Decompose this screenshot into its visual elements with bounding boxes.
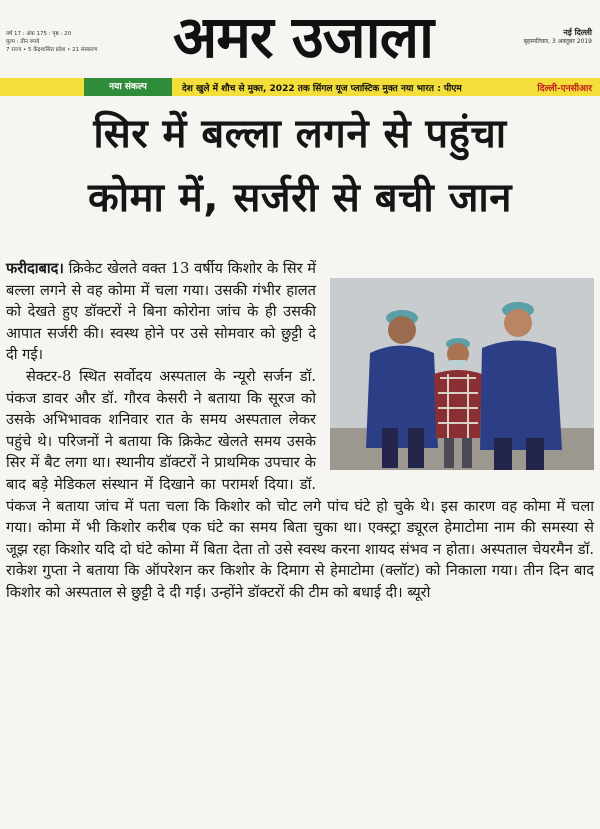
volume-line: वर्ष 17 : अंक 175 : पृष्ठ : 20: [6, 31, 72, 37]
dateline-box: [492, 28, 592, 46]
price-line: मूल्य : तीन रुपये: [6, 39, 40, 45]
masthead: [0, 0, 600, 76]
article-paragraph-1: क्रिकेट खेलते वक्त 13 वर्षीय किशोर के सिर में बल्ला लगने से वह कोमा में चला गया। उसकी गंभीर हालत को देखते हुए डॉक्टरों ने बिना कोरोना जांच के ही उसकी आपात सर्जरी की। स्वस्थ होने पर उसे सोमवार को छुट्टी दे दी गई।: [6, 260, 316, 364]
strip-news: देश खुले में शौच से मुक्त, 2022 तक सिंगल यूज प्लास्टिक मुक्त नया भारत : पीएम: [182, 83, 462, 94]
strip-tag: नया संकल्प: [84, 78, 172, 96]
edition-info: [6, 30, 106, 54]
newspaper-logo: अमर उजाला: [172, 3, 434, 71]
doctors-with-patient-illustration: [330, 278, 594, 470]
article-paragraph-2: सेक्टर-8 स्थित सर्वोदय अस्पताल के न्यूरो सर्जन डॉ. पंकज डावर और डॉ. गौरव केसरी ने बताया कि सूरज को उसके अभिभावक शनिवार रात के समय अस्पताल लेकर पहुंचे थे। परिजनों ने बताया कि क्रिकेट खेलते समय उसके सिर में बैट लगा था। स्थानीय डॉक्टरों ने प्राथमिक उपचार के बाद बड़े मेडिकल संस्थान में दिखाने का परामर्श दिया। डॉ. पंकज ने बताया जांच में पता चला कि किशोर को चोट लगे पांच घंटे हो चुके थे। इस कारण वह कोमा में चला गया। कोमा में भी किशोर करीब एक घंटे का समय बिता चुका था। एक्स्ट्रा ड्यूरल हेमाटोमा नाम की समस्या से जूझ रहा किशोर यदि दो घंटे कोमा में बिता देता तो उसे स्वस्थ करना शायद संभव न होता। अस्पताल चेयरमैन डॉ. राकेश गुप्ता ने बताया कि ऑपरेशन कर किशोर के दिमाग से हेमाटोमा (क्लॉट) को निकाला गया। तीन दिन बाद किशोर को अस्पताल से छुट्टी दे दी गई। उन्होंने डॉक्टरों की टीम को बधाई दी। ब्यूरो: [6, 367, 594, 601]
article-headline: [8, 102, 592, 230]
article-photo: [330, 278, 594, 470]
headline-line-2: कोमा में, सर्जरी से बची जान: [88, 175, 512, 221]
news-strip: [0, 78, 600, 96]
issue-date: बृहस्पतिवार, 3 अक्तूबर 2019: [523, 38, 592, 45]
editions-line: 7 राज्य • 5 केंद्रशासित प्रदेश • 21 संस्करण: [6, 47, 98, 53]
article-dateline: फरीदाबाद।: [6, 260, 64, 277]
edition-city: नई दिल्ली: [563, 28, 592, 37]
article-body: [6, 258, 594, 604]
headline-line-1: सिर में बल्ला लगने से पहुंचा: [93, 111, 507, 157]
strip-region: दिल्ली-एनसीआर: [537, 83, 592, 94]
